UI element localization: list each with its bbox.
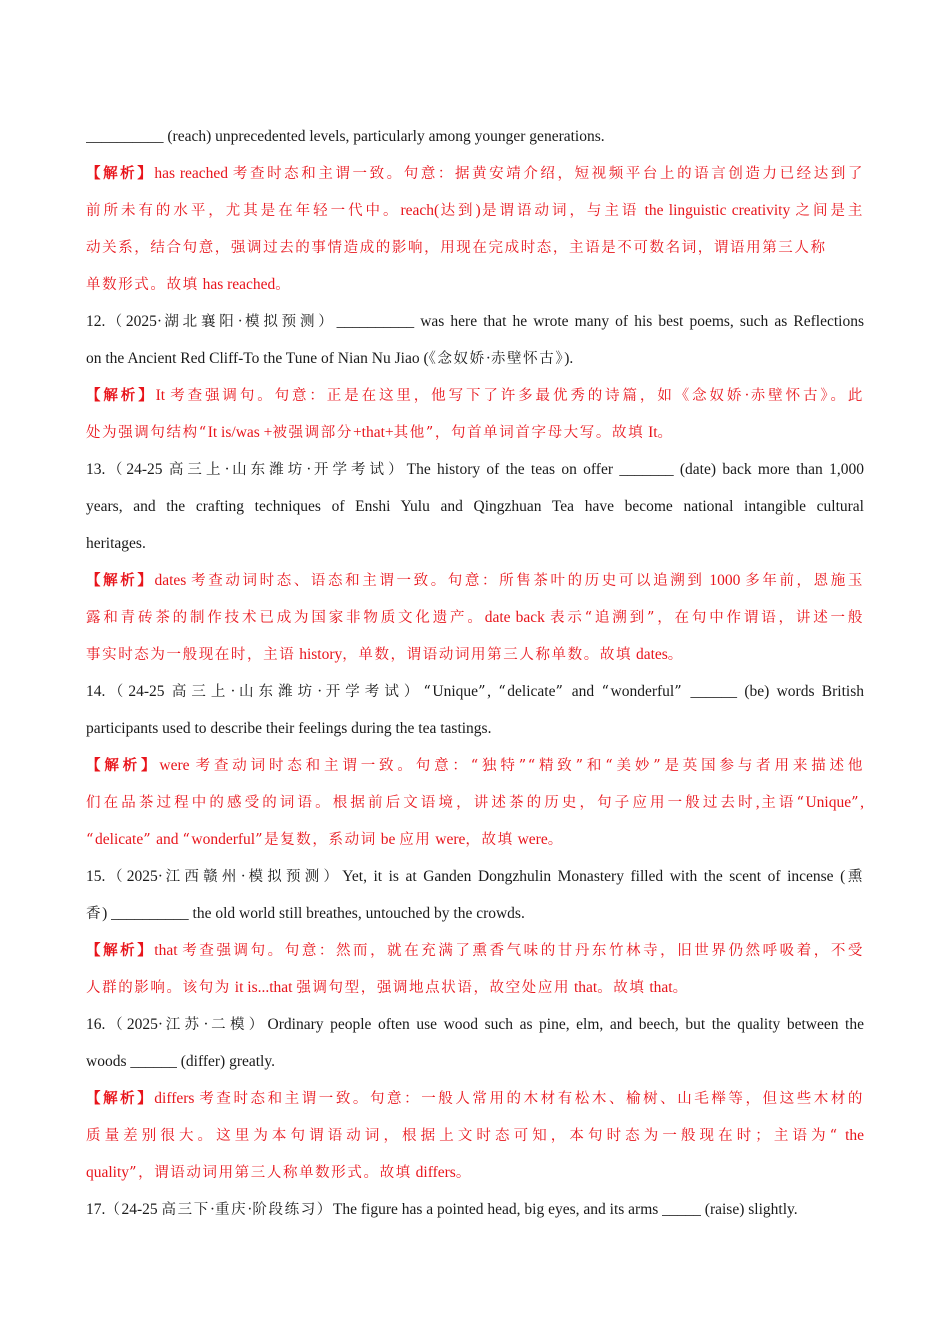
analysis-line bbox=[86, 1080, 864, 1117]
analysis-text-line bbox=[86, 636, 864, 673]
line-text: years, and the crafting techniques of Enshi Yulu and Qingzhuan Tea have become national intangible cultural bbox=[86, 498, 864, 515]
question-line bbox=[86, 525, 864, 562]
analysis-text-line bbox=[86, 414, 864, 451]
line-text: dates 考查动词时态、语态和主谓一致。句意：所售茶叶的历史可以追溯到 1000 多年前，恩施玉 bbox=[154, 572, 864, 589]
line-text: 15.（2025·江西赣州·模拟预测）Yet, it is at Ganden Dongzhulin Monastery filled with the scent of incense (熏 bbox=[86, 868, 864, 885]
analysis-line bbox=[86, 562, 864, 599]
question-line bbox=[86, 895, 864, 932]
analysis-text-line bbox=[86, 821, 864, 858]
question-line bbox=[86, 1006, 864, 1043]
line-text: 前所未有的水平，尤其是在年轻一代中。reach(达到)是谓语动词，与主语 the linguistic creativity 之间是主 bbox=[86, 202, 864, 219]
line-text: has reached 考查时态和主谓一致。句意：据黄安靖介绍，短视频平台上的语言创造力已经达到了 bbox=[154, 165, 864, 182]
question-line bbox=[86, 710, 864, 747]
question-line bbox=[86, 303, 864, 340]
analysis-text-line bbox=[86, 266, 864, 303]
line-text: that 考查强调句。句意：然而，就在充满了熏香气味的甘丹东竹林寺，旧世界仍然呼吸着，不受 bbox=[154, 942, 864, 959]
analysis-label: 【解析】 bbox=[86, 165, 155, 182]
line-text: participants used to describe their feelings during the tea tastings. bbox=[86, 720, 492, 737]
question-line bbox=[86, 451, 864, 488]
line-text: woods ______ (differ) greatly. bbox=[86, 1053, 275, 1070]
line-text: 处为强调句结构“It is/was +被强调部分+that+其他”，句首单词首字母大写。故填 It。 bbox=[86, 424, 674, 441]
analysis-text-line bbox=[86, 192, 864, 229]
analysis-text-line bbox=[86, 1154, 864, 1191]
line-text: __________ (reach) unprecedented levels, particularly among younger generations. bbox=[86, 128, 605, 145]
analysis-label: 【解析】 bbox=[86, 1090, 155, 1107]
analysis-line bbox=[86, 155, 864, 192]
question-line bbox=[86, 1191, 864, 1228]
analysis-text-line bbox=[86, 229, 864, 266]
line-text: 质量差别很大。这里为本句谓语动词，根据上文时态可知，本句时态为一般现在时；主语为“ the bbox=[86, 1127, 864, 1144]
document-body bbox=[86, 118, 864, 1228]
line-text: quality”，谓语动词用第三人称单数形式。故填 differs。 bbox=[86, 1164, 472, 1181]
question-line bbox=[86, 858, 864, 895]
line-text: 露和青砖茶的制作技术已成为国家非物质文化遗产。date back 表示“追溯到”，在句中作谓语，讲述一般 bbox=[86, 609, 864, 626]
line-text: It 考查强调句。句意：正是在这里，他写下了许多最优秀的诗篇，如《念奴娇·赤壁怀古》。此 bbox=[155, 387, 864, 404]
question-line bbox=[86, 1043, 864, 1080]
line-text: 17.（24-25 高三下·重庆·阶段练习）The figure has a pointed head, big eyes, and its arms _____ (raise) slightly. bbox=[86, 1201, 798, 1218]
analysis-text-line bbox=[86, 784, 864, 821]
line-text: 事实时态为一般现在时，主语 history，单数，谓语动词用第三人称单数。故填 dates。 bbox=[86, 646, 684, 663]
analysis-label: 【解析】 bbox=[86, 572, 155, 589]
line-text: 12.（2025·湖北襄阳·模拟预测）__________ was here that he wrote many of his best poems, such as Reflections bbox=[86, 313, 864, 330]
line-text: 香) __________ the old world still breathes, untouched by the crowds. bbox=[86, 905, 525, 922]
line-text: 16.（2025·江苏·二模）Ordinary people often use wood such as pine, elm, and beech, but the quality between the bbox=[86, 1016, 864, 1033]
question-line bbox=[86, 673, 864, 710]
line-text: 人群的影响。该句为 it is...that 强调句型，强调地点状语，故空处应用 that。故填 that。 bbox=[86, 979, 689, 996]
analysis-text-line bbox=[86, 969, 864, 1006]
analysis-line bbox=[86, 932, 864, 969]
line-text: 动关系，结合句意，强调过去的事情造成的影响，用现在完成时态，主语是不可数名词，谓语用第三人称 bbox=[86, 240, 827, 256]
line-text: “delicate” and “wonderful”是复数，系动词 be 应用 were，故填 were。 bbox=[86, 831, 564, 848]
line-text: 单数形式。故填 has reached。 bbox=[86, 276, 292, 293]
analysis-line bbox=[86, 747, 864, 784]
question-line bbox=[86, 118, 864, 155]
line-text: on the Ancient Red Cliff-To the Tune of Nian Nu Jiao (《念奴娇·赤壁怀古》). bbox=[86, 350, 574, 367]
question-line bbox=[86, 340, 864, 377]
line-text: 13.（24-25 高三上·山东潍坊·开学考试）The history of the teas on offer _______ (date) back more than 1,000 bbox=[86, 461, 864, 478]
analysis-line bbox=[86, 377, 864, 414]
analysis-label: 【解析】 bbox=[86, 942, 155, 959]
analysis-text-line bbox=[86, 599, 864, 636]
line-text: heritages. bbox=[86, 535, 146, 552]
analysis-label: 【解析】 bbox=[86, 387, 156, 404]
question-line bbox=[86, 488, 864, 525]
line-text: 们在品茶过程中的感受的词语。根据前后文语境，讲述茶的历史，句子应用一般过去时,主语“Unique”, bbox=[86, 794, 864, 811]
analysis-label: 【解析】 bbox=[86, 757, 160, 774]
line-text: were 考查动词时态和主谓一致。句意：“独特”“精致”和“美妙”是英国参与者用来描述他 bbox=[159, 757, 864, 774]
line-text: 14.（24-25 高三上·山东潍坊·开学考试）“Unique”, “delicate” and “wonderful” ______ (be) words British bbox=[86, 683, 864, 700]
analysis-text-line bbox=[86, 1117, 864, 1154]
line-text: differs 考查时态和主谓一致。句意：一般人常用的木材有松木、榆树、山毛榉等，但这些木材的 bbox=[154, 1090, 864, 1107]
